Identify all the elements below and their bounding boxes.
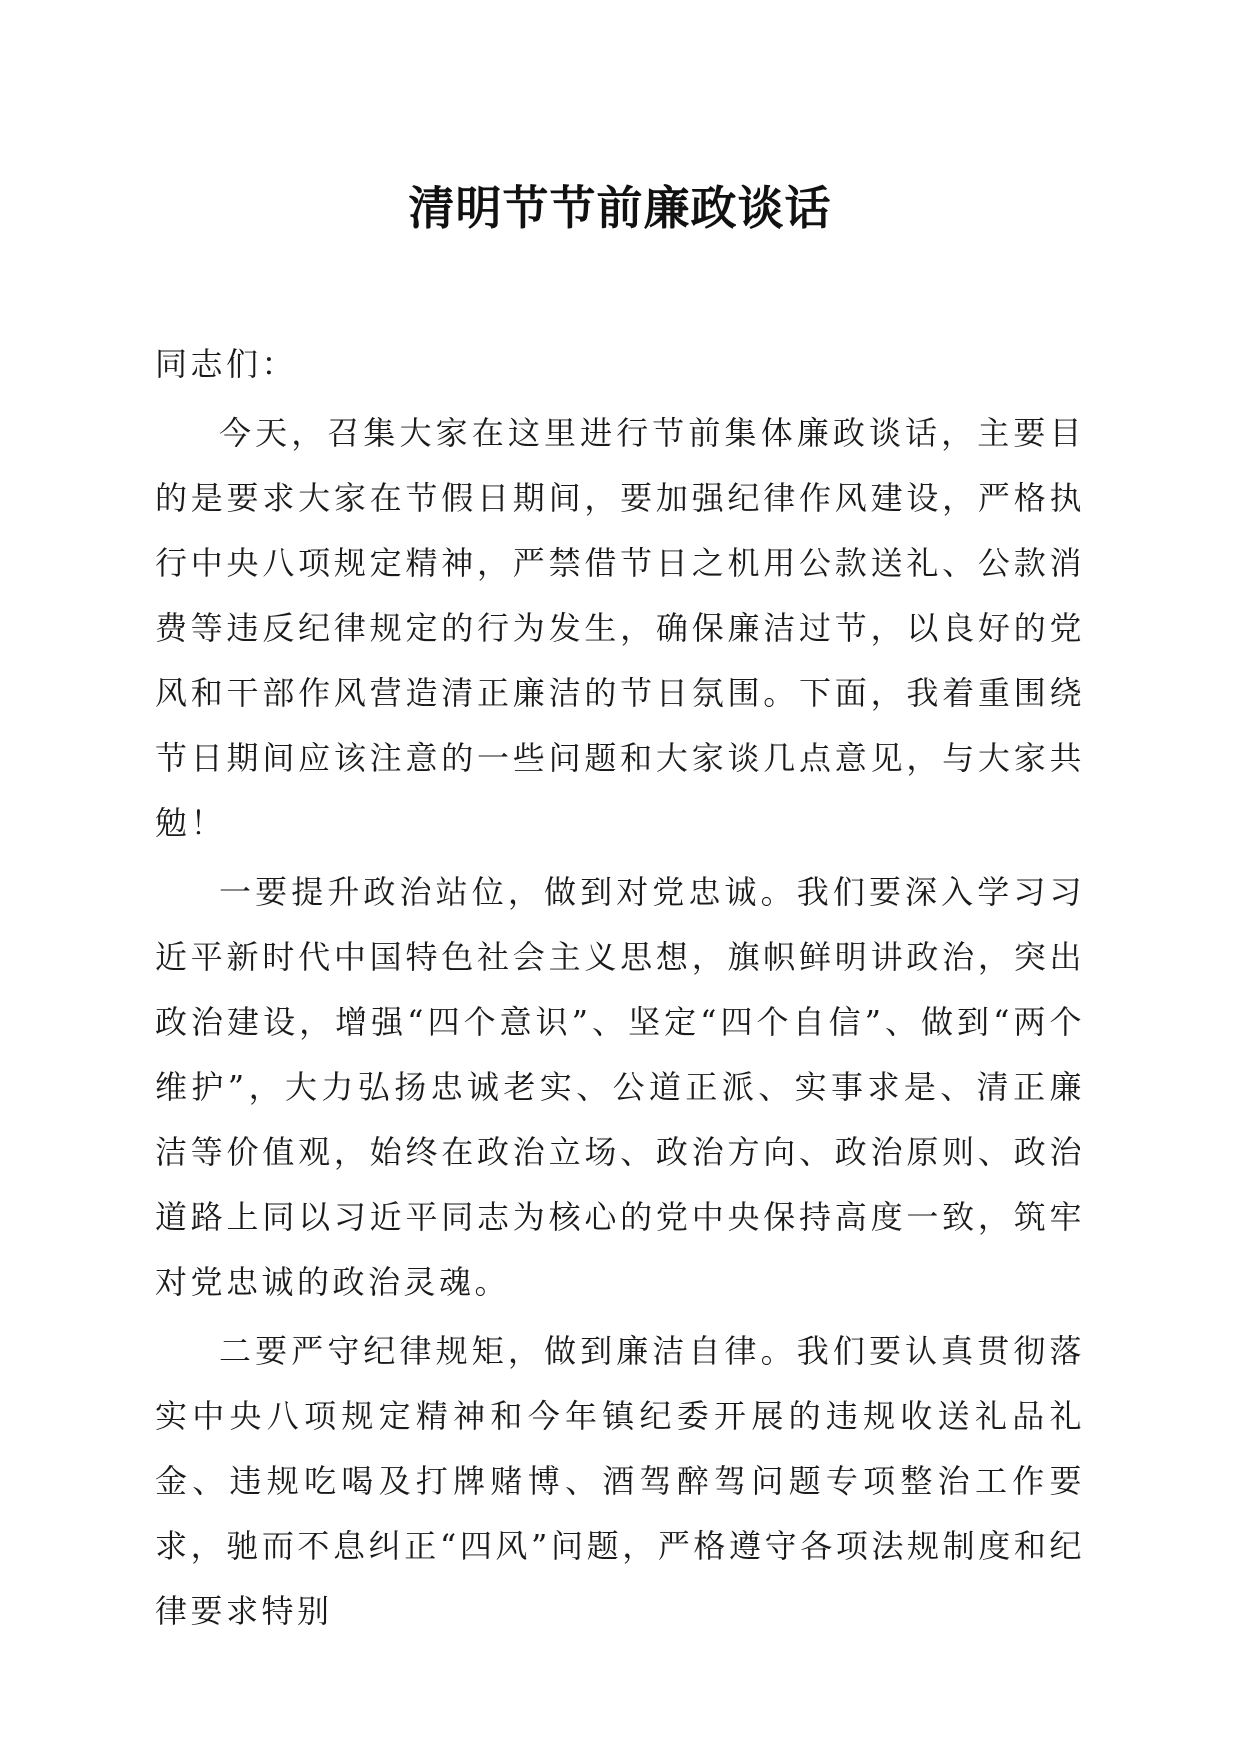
paragraph-point-one: 一要提升政治站位，做到对党忠诚。我们要深入学习习近平新时代中国特色社会主义思想，旗帜鲜明讲政治，突出政治建设，增强“四个意识”、坚定“四个自信”、做到“两个维护”，大力弘扬忠诚老实、公道正派、实事求是、清正廉洁等价值观，始终在政治立场、政治方向、政治原则、政治道路上同以习近平同志为核心的党中央保持高度一致，筑牢对党忠诚的政治灵魂。	[155, 873, 1085, 1301]
salutation: 同志们：	[155, 345, 298, 383]
paragraph-intro: 今天，召集大家在这里进行节前集体廉政谈话，主要目的是要求大家在节假日期间，要加强纪律作风建设，严格执行中央八项规定精神，严禁借节日之机用公款送礼、公款消费等违反纪律规定的行为发生，确保廉洁过节，以良好的党风和干部作风营造清正廉洁的节日氛围。下面，我着重围绕节日期间应该注意的一些问题和大家谈几点意见，与大家共勉！	[155, 414, 1085, 842]
document-body	[155, 332, 1085, 1648]
paragraph-point-two: 二要严守纪律规矩，做到廉洁自律。我们要认真贯彻落实中央八项规定精神和今年镇纪委开展的违规收送礼品礼金、违规吃喝及打牌赌博、酒驾醉驾问题专项整治工作要求，驰而不息纠正“四风”问题，严格遵守各项法规制度和纪律要求特别	[155, 1332, 1085, 1630]
document-title: 清明节节前廉政谈话	[408, 181, 832, 235]
